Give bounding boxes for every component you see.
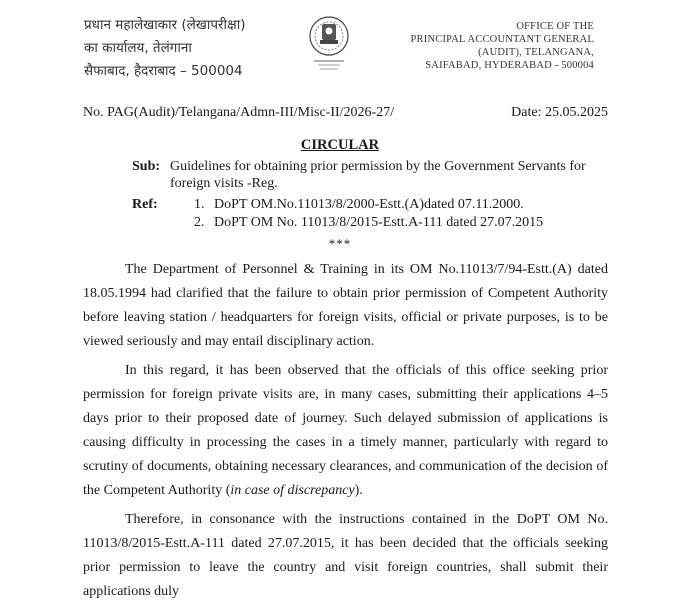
reference-number: No. PAG(Audit)/Telangana/Admn-III/Misc-II/2026-27/ [83, 105, 395, 120]
paragraph-2-text: In this regard, it has been observed that the officials of this office seeking prior permission for foreign private visits are, in many cases, submitting their applications 4–5 days prior to their proposed date of journey. Such delayed submission of applications is causing difficulty in processing the cases in a timely manner, particularly with regard to scrutiny of documents, obtaining necessary clearances, and communication of the decision of the Competent Authority ( [83, 363, 608, 498]
reference-item-text: DoPT OM No. 11013/8/2015-Estt.A-111 dated 27.07.2015 [214, 215, 544, 230]
english-line-2: PRINCIPAL ACCOUNTANT GENERAL [410, 34, 594, 45]
reference-item-text: DoPT OM.No.11013/8/2000-Estt.(A)dated 07.11.2000. [214, 197, 524, 212]
reference-line [83, 105, 608, 121]
letterhead-hindi [84, 14, 245, 83]
english-line-4: SAIFABAD, HYDERABAD - 500004 [425, 60, 594, 71]
ashoka-emblem-icon [306, 12, 352, 82]
hindi-line-2: का कार्यालय, तेलंगाना [84, 40, 192, 56]
hindi-line-3: सैफाबाद, हैदराबाद – 500004 [84, 63, 243, 79]
subject-label: Sub: [132, 159, 161, 174]
paragraph-1: The Department of Personnel & Training in its OM No.11013/7/94-Estt.(A) dated 18.05.1994 had clarified that the failure to obtain prior permission of Competent Authority before leaving station / headquarters for foreign visits, official or private purposes, is to be viewed seriously and may entail disciplinary action. [83, 262, 608, 349]
circular-body [83, 258, 608, 609]
subject-text: Guidelines for obtaining prior permission by the Government Servants for foreign visits -Reg. [170, 159, 586, 191]
english-line-3: (AUDIT), TELANGANA, [478, 47, 594, 58]
references-label: Ref: [132, 197, 158, 212]
circular-date: Date: 25.05.2025 [511, 105, 608, 120]
paragraph-2-italic: in case of discrepancy [230, 483, 355, 498]
reference-item-number: 1. [194, 197, 205, 212]
hindi-line-1: प्रधान महालेखाकार (लेखापरीक्षा) [84, 17, 246, 33]
reference-item [194, 214, 594, 232]
english-line-1: OFFICE OF THE [516, 21, 594, 32]
letterhead-english [411, 20, 594, 72]
references-list [194, 196, 594, 232]
paragraph-2 [83, 359, 608, 503]
reference-item-number: 2. [194, 215, 205, 230]
document-title: CIRCULAR [300, 137, 380, 153]
paragraph-2-end: ). [354, 483, 363, 498]
reference-item [194, 196, 594, 214]
paragraph-3: Therefore, in consonance with the instructions contained in the DoPT OM No. 11013/8/2015-Estt.A-111 dated 27.07.2015, it has been decided that the officials seeking prior permission to leave the country and visit foreign countries, shall submit their applications duly [83, 512, 608, 599]
separator: *** [328, 236, 352, 251]
